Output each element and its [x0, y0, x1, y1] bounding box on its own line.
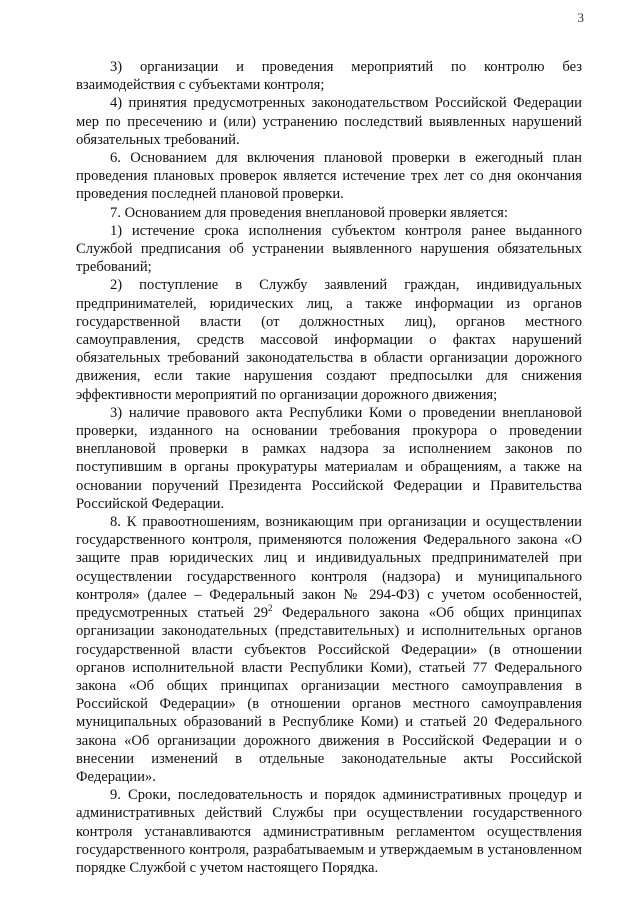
paragraph-7-item-2: 2) поступление в Службу заявлений граждан, индивидуальных предпринимателей, юридических лиц, а также информации из органов государственной власти (от должностных лиц), органов местного самоуправления, средств массовой информации о фактах нарушений обязательных требований законодательства в области организации дорожного движения, если такие нарушения создают предпосылки для снижения эффективности мероприятий по организации дорожного движения;: [76, 277, 582, 403]
paragraph-8-text-end: Федерального закона «Об общих принципах организации законодательных (представительных) и исполнительных органов государственной власти субъектов Российской Федерации» (в отношении органов исполнительной власти Республики Коми), статьей 77 Федерального закона «Об общих принципах организации местного самоуправления в Российской Федерации» (в отношении органов местного самоуправления муниципальных образований в Республике Коми) и статьей 20 Федерального закона «Об организации дорожного движения в Российской Федерации и о внесении изменений в отдельные законодательные акты Российской Федерации».: [76, 605, 582, 785]
article-superscript: 2: [268, 603, 273, 614]
paragraph-7-item-1: 1) истечение срока исполнения субъектом контроля ранее выданного Службой предписания об устранении выявленного нарушения обязательных требований;: [76, 222, 582, 276]
paragraph-6: 6. Основанием для включения плановой проверки в ежегодный план проведения плановых проверок является истечение трех лет со дня окончания проведения последней плановой проверки.: [76, 150, 582, 203]
page-number: 3: [577, 10, 584, 25]
paragraph-8-text-start: 8. К правоотношениям, возникающим при организации и осуществлении государственного контроля, применяются положения Федерального закона «О защите прав юридических лиц и индивидуальных предпринимателей при осуществлении государственного контроля (надзора) и муниципального контроля» (далее – Федеральный закон № 294-ФЗ) с учетом особенностей, предусмотренных статьей 29: [76, 514, 582, 622]
paragraph-7-item-3: 3) наличие правового акта Республики Коми о проведении внеплановой проверки, изданного на основании требования прокурора о проведении внеплановой проверки в рамках надзора за исполнением законов по поступившим в органы прокуратуры материалам и обращениям, а также на основании поручений Президента Российской Федерации и Правительства Российской Федерации.: [76, 404, 582, 512]
paragraph-9: 9. Сроки, последовательность и порядок административных процедур и административных действий Службы при осуществлении государственного контроля устанавливаются административным регламентом осуществления государственного контроля, разрабатываемым и утверждаемым в установленном порядке Службой с учетом настоящего Порядка.: [76, 787, 582, 876]
paragraph-7: 7. Основанием для проведения внеплановой проверки является:: [110, 204, 508, 221]
paragraph-item-4: 4) принятия предусмотренных законодательством Российской Федерации мер по пресечению и (или) устранению последствий выявленных нарушений обязательных требований.: [76, 95, 582, 148]
paragraph-item-3: 3) организации и проведения мероприятий по контролю без взаимодействия с субъектами контроля;: [76, 59, 582, 94]
document-body: [76, 58, 582, 877]
paragraph-8: [76, 513, 582, 786]
